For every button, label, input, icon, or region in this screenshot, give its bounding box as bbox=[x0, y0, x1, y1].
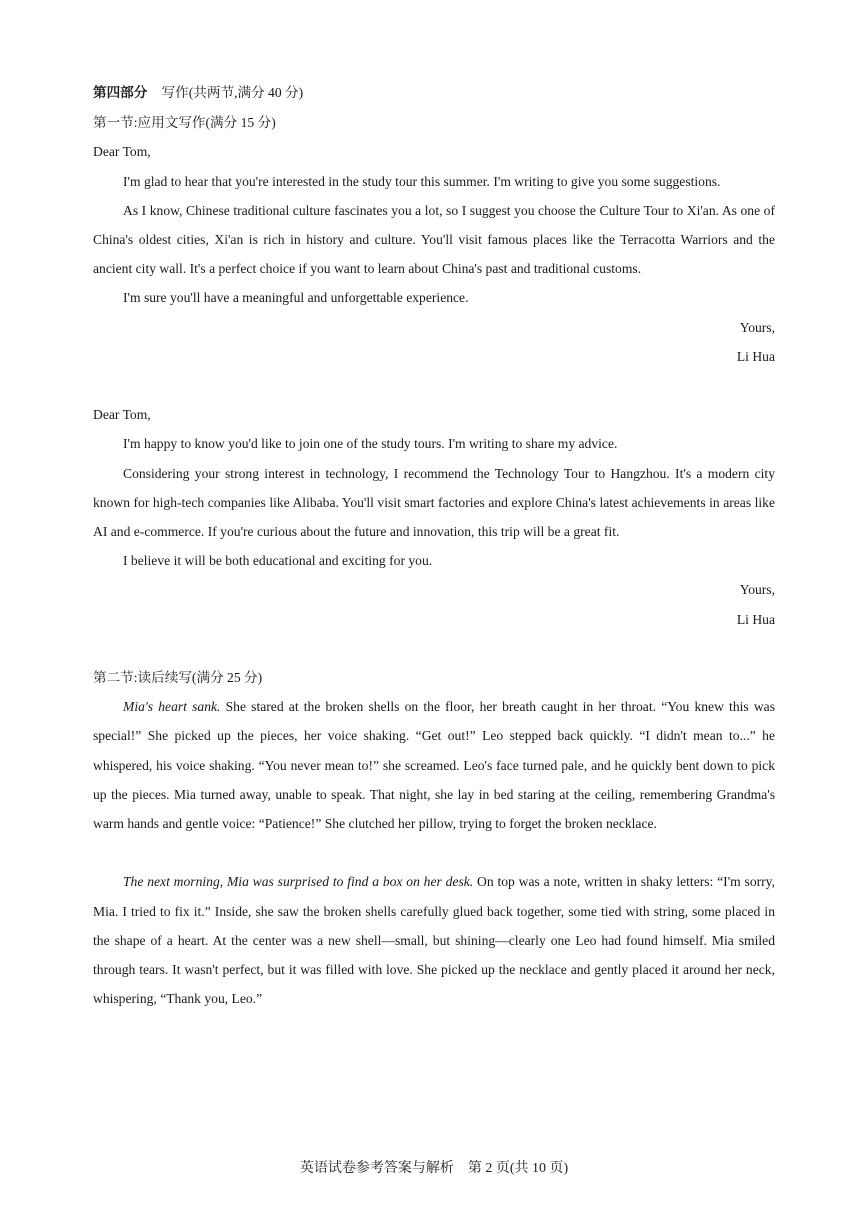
letter-2-paragraph-3: I believe it will be both educational and exciting for you. bbox=[123, 553, 433, 569]
letter-2-closing: Yours, bbox=[739, 582, 775, 598]
page-footer: 英语试卷参考答案与解析 第 2 页(共 10 页) bbox=[299, 1161, 569, 1176]
part1-heading: 第一节:应用文写作(满分 15 分) bbox=[93, 115, 276, 131]
continuation-paragraph-1-lead: Mia's heart sank. bbox=[123, 699, 221, 715]
letter-1-paragraph-3: I'm sure you'll have a meaningful and unforgettable experience. bbox=[123, 290, 469, 306]
letter-1-paragraph-1: I'm glad to hear that you're interested in the study tour this summer. I'm writing to give you some suggestions. bbox=[123, 173, 721, 189]
letter-1-signature: Li Hua bbox=[736, 348, 775, 364]
letter-2-paragraph-2: Considering your strong interest in technology, I recommend the Technology Tour to Hangzhou. It's a modern city known for high-tech companies like Alibaba. You'll visit smart factories and explore China's latest achievements in areas like AI and e-commerce. If you're curious about the future and innovation, this trip will be a great fit. bbox=[93, 465, 775, 540]
section-title bbox=[93, 78, 775, 108]
answer-page bbox=[93, 78, 775, 1013]
spacer bbox=[93, 838, 775, 867]
letter-2-signature: Li Hua bbox=[736, 611, 775, 627]
spacer bbox=[93, 371, 775, 400]
continuation-paragraph-1-text: She stared at the broken shells on the floor, her breath caught in her throat. “You knew this was special!” She picked up the pieces, her voice shaking. “Get out!” Leo stepped back quickly. “I didn't mean to...” he whispered, his voice shaking. “You never mean to!” she screamed. Leo's face turned pale, and he quickly bent down to pick up the pieces. Mia turned away, unable to speak. That night, she lay in bed staring at the ceiling, remembering Grandma's warm hands and gentle voice: “Patience!” She clutched her pillow, trying to forget the broken necklace. bbox=[93, 699, 775, 832]
letter-2-greeting: Dear Tom, bbox=[93, 407, 151, 423]
letter-1 bbox=[93, 137, 775, 371]
part2-heading: 第二节:读后续写(满分 25 分) bbox=[93, 670, 263, 686]
spacer bbox=[93, 634, 775, 663]
letter-1-closing: Yours, bbox=[739, 319, 775, 335]
letter-2 bbox=[93, 400, 775, 634]
continuation-paragraph-2-lead: The next morning, Mia was surprised to find a box on her desk. bbox=[123, 874, 474, 890]
continuation-paragraph-1 bbox=[93, 692, 775, 838]
continuation-paragraph-2-text: On top was a note, written in shaky letters: “I'm sorry, Mia. I tried to fix it.” Inside, she saw the broken shells carefully glued back together, some tied with string, some placed in the shape of a heart. At the center was a new shell—small, but shining—clearly one Leo had found himself. Mia smiled through tears. It wasn't perfect, but it was filled with love. She picked up the necklace and gently placed it around her neck, whispering, “Thank you, Leo.” bbox=[93, 874, 775, 1007]
section-title-bold: 第四部分 bbox=[93, 85, 148, 101]
continuation-paragraph-2 bbox=[93, 867, 775, 1013]
section-title-rest: 写作(共两节,满分 40 分) bbox=[161, 85, 304, 100]
letter-2-paragraph-1: I'm happy to know you'd like to join one of the study tours. I'm writing to share my advice. bbox=[123, 436, 618, 452]
letter-1-paragraph-2: As I know, Chinese traditional culture fascinates you a lot, so I suggest you choose the Culture Tour to Xi'an. As one of China's oldest cities, Xi'an is rich in history and culture. You'll visit famous places like the Terracotta Warriors and the ancient city wall. It's a perfect choice if you want to learn about China's past and traditional customs. bbox=[93, 202, 775, 277]
letter-1-greeting: Dear Tom, bbox=[93, 144, 151, 160]
